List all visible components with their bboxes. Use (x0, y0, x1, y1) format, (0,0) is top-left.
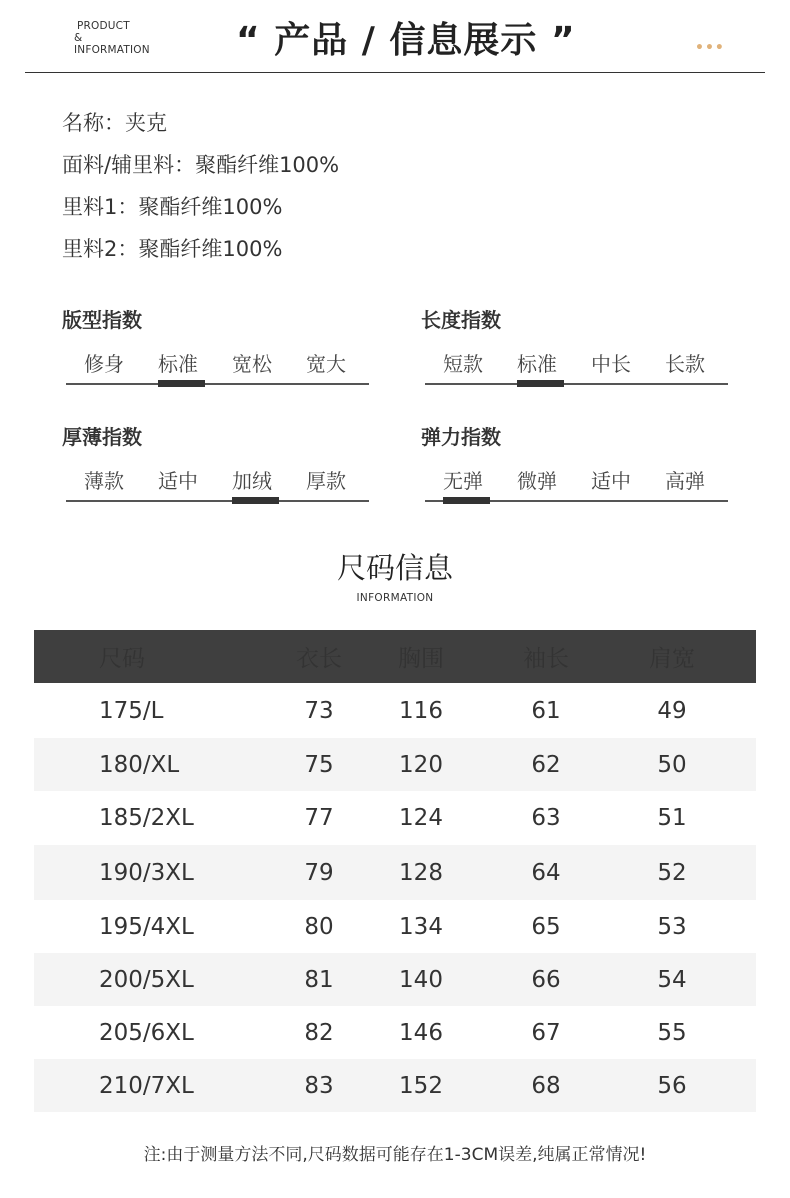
table-row (34, 791, 756, 845)
size-table (34, 630, 756, 1112)
table-cell: 124 (399, 805, 443, 831)
table-cell: 79 (304, 859, 334, 886)
table-row (34, 900, 756, 953)
table-cell: 62 (531, 751, 561, 778)
table-cell: 152 (399, 1072, 443, 1099)
table-cell: 68 (531, 1072, 561, 1099)
decorative-dots-icon: ••• (695, 40, 725, 56)
header-english-label (74, 20, 150, 56)
table-row (34, 845, 756, 900)
stretch-index-option: 适中 (591, 469, 631, 493)
thickness-index-option: 薄款 (84, 469, 124, 493)
length-index-scale-line (425, 383, 728, 385)
table-cell: 49 (657, 697, 687, 724)
table-cell: 190/3XL (99, 859, 194, 886)
table-cell: 210/7XL (99, 1072, 194, 1099)
length-index-option: 长款 (665, 352, 705, 376)
thickness-index-option: 加绒 (232, 469, 272, 493)
table-cell: 195/4XL (99, 913, 194, 940)
fit-index-option: 标准 (158, 352, 198, 376)
table-cell: 140 (399, 966, 443, 993)
info-lining-1: 里料1：聚酯纤维100% (62, 195, 283, 219)
table-cell: 146 (399, 1019, 443, 1046)
stretch-index-selected-marker (443, 497, 490, 504)
table-cell: 134 (399, 913, 443, 940)
table-header-row (34, 630, 756, 683)
length-index-option: 短款 (443, 352, 483, 376)
table-cell: 61 (531, 697, 561, 724)
fit-index-option: 宽大 (306, 352, 346, 376)
table-cell: 63 (531, 805, 561, 831)
table-header-cell: 尺码 (99, 646, 145, 672)
length-index-option: 标准 (517, 352, 557, 376)
header-en-line2: & (74, 32, 83, 44)
table-cell: 64 (531, 859, 561, 886)
table-row (34, 953, 756, 1006)
fit-index-scale-line (66, 383, 369, 385)
thickness-index-option: 厚款 (306, 469, 346, 493)
stretch-index-option: 高弹 (665, 469, 705, 493)
size-section-subtitle: INFORMATION (356, 592, 434, 604)
thickness-index-scale-line (66, 500, 369, 502)
table-cell: 67 (531, 1019, 561, 1046)
table-cell: 55 (657, 1019, 687, 1046)
stretch-index-title: 弹力指数 (421, 425, 501, 449)
size-section-title: 尺码信息 (336, 551, 453, 585)
fit-index-option: 宽松 (232, 352, 272, 376)
table-cell: 56 (657, 1072, 687, 1099)
table-cell: 66 (531, 966, 561, 993)
header-en-line3: INFORMATION (74, 44, 150, 56)
stretch-index-option: 无弹 (443, 469, 483, 493)
thickness-index-selected-marker (232, 497, 279, 504)
table-cell: 53 (657, 913, 687, 940)
table-cell: 175/L (99, 697, 164, 724)
header-en-line1: PRODUCT (77, 20, 130, 32)
table-cell: 51 (657, 805, 687, 831)
table-cell: 81 (304, 966, 334, 993)
table-cell: 73 (304, 697, 334, 724)
stretch-index-option: 微弹 (517, 469, 557, 493)
table-header-cell: 衣长 (296, 646, 342, 672)
table-cell: 120 (399, 751, 443, 778)
table-cell: 75 (304, 751, 334, 778)
table-cell: 205/6XL (99, 1019, 194, 1046)
table-row (34, 683, 756, 738)
table-cell: 200/5XL (99, 966, 194, 993)
table-cell: 50 (657, 751, 687, 778)
table-cell: 65 (531, 913, 561, 940)
info-lining-2: 里料2：聚酯纤维100% (62, 237, 283, 261)
table-header-cell: 肩宽 (649, 646, 695, 672)
thickness-index-title: 厚薄指数 (62, 425, 142, 449)
table-cell: 54 (657, 966, 687, 993)
info-name: 名称：夹克 (62, 111, 167, 135)
measurement-note: 注:由于测量方法不同,尺码数据可能存在1-3CM误差,纯属正常情况! (143, 1145, 647, 1165)
table-cell: 185/2XL (99, 805, 194, 831)
table-cell: 77 (304, 805, 334, 831)
table-header-cell: 袖长 (523, 646, 569, 672)
table-row (34, 1059, 756, 1112)
table-cell: 82 (304, 1019, 334, 1046)
thickness-index-option: 适中 (158, 469, 198, 493)
table-cell: 116 (399, 697, 443, 724)
length-index-selected-marker (517, 380, 564, 387)
table-header-cell: 胸围 (398, 646, 444, 672)
info-fabric: 面料/辅里料：聚酯纤维100% (62, 153, 340, 177)
length-index-option: 中长 (591, 352, 631, 376)
page-title: “ 产品 / 信息展示 ” (236, 20, 576, 61)
table-cell: 52 (657, 859, 687, 886)
table-cell: 83 (304, 1072, 334, 1099)
length-index-title: 长度指数 (421, 308, 501, 332)
table-cell: 80 (304, 913, 334, 940)
fit-index-option: 修身 (84, 352, 124, 376)
header-divider (25, 72, 765, 73)
fit-index-selected-marker (158, 380, 205, 387)
table-cell: 180/XL (99, 751, 180, 778)
table-row (34, 738, 756, 791)
fit-index-title: 版型指数 (62, 308, 142, 332)
table-cell: 128 (399, 859, 443, 886)
table-row (34, 1006, 756, 1059)
